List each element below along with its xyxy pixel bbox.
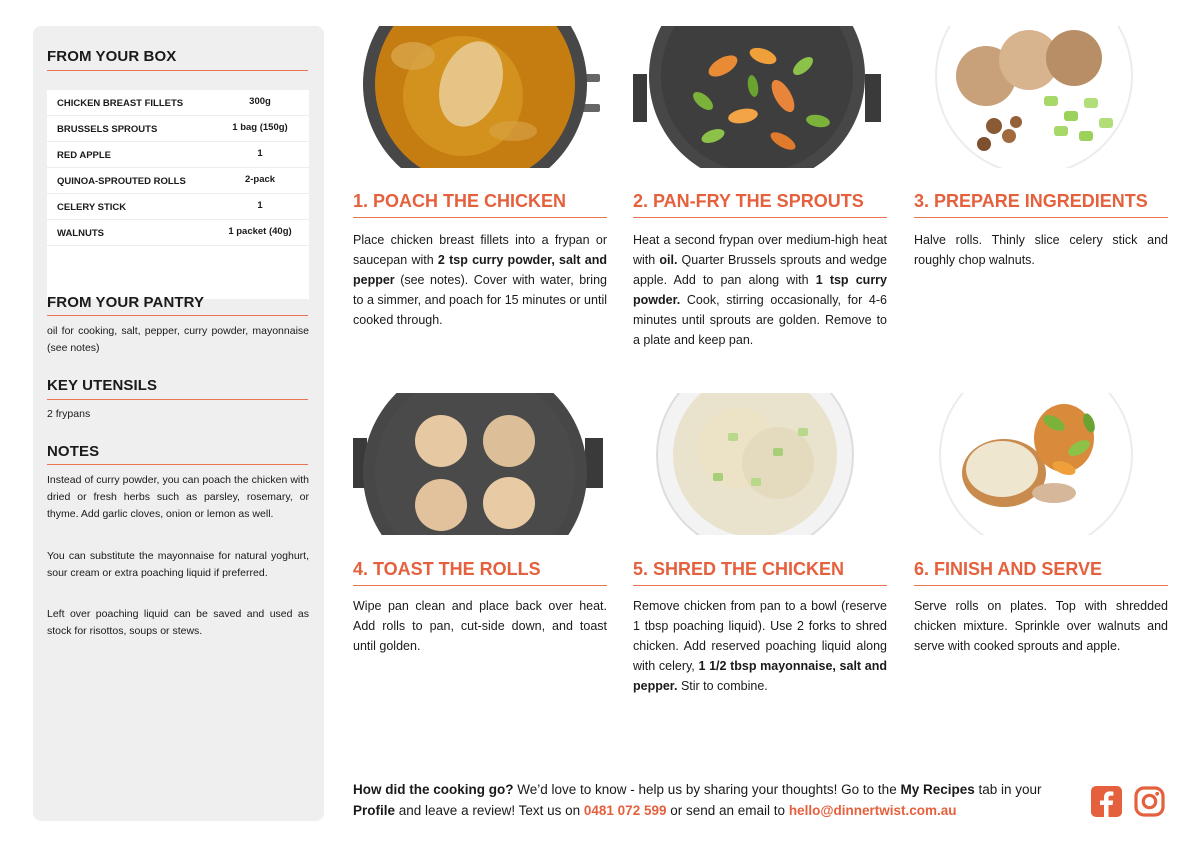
ingredient-name: WALNUTS [57, 228, 104, 239]
step-6-text: Serve rolls on plates. Top with shredded chicken mixture. Sprinkle over walnuts and serve with cooked sprouts and apple. [914, 599, 1168, 653]
step-4-text: Wipe pan clean and place back over heat. Add rolls to pan, cut-side down, and toast until golden. [353, 599, 607, 653]
divider [47, 315, 308, 316]
divider [914, 217, 1168, 218]
step-2-title: 2. PAN-FRY THE SPROUTS [633, 191, 864, 211]
notes-title: NOTES [47, 443, 100, 460]
from-your-pantry-title: FROM YOUR PANTRY [47, 294, 205, 311]
table-row [47, 194, 309, 220]
table-row [47, 168, 309, 194]
step-3-title: 3. PREPARE INGREDIENTS [914, 191, 1148, 211]
box-ingredients-table [47, 90, 309, 299]
ingredient-name: RED APPLE [57, 150, 112, 161]
ingredient-qty: 300g [249, 96, 271, 107]
step-5-text: Remove chicken from pan to a bowl (reserve 1 tbsp poaching liquid). Use 2 forks to shred chicken. Add reserved poaching liquid along with celery, 1 1/2 tbsp mayonnaise, salt and pepper. Stir to combine. [633, 599, 887, 693]
pantry-text: oil for cooking, salt, pepper, curry powder, mayonnaise (see notes) [47, 325, 309, 354]
feedback-question: How did the cooking go? [353, 782, 514, 797]
ingredient-qty: 2-pack [244, 174, 276, 185]
step-6-photo [914, 393, 1168, 535]
note-3: Left over poaching liquid can be saved and used as stock for risottos, soups or stews. [47, 608, 309, 637]
my-recipes-label: My Recipes [900, 782, 975, 797]
divider [914, 585, 1168, 586]
footer-text: tab in your [974, 782, 1042, 797]
step-4-title: 4. TOAST THE ROLLS [353, 559, 541, 579]
ingredient-qty: 1 bag (150g) [232, 122, 288, 133]
divider [353, 585, 607, 586]
footer-text: We’d love to know - help us by sharing your thoughts! Go to the [513, 782, 901, 797]
ingredient-qty: 1 packet (40g) [228, 226, 292, 237]
utensils-text: 2 frypans [47, 408, 91, 420]
step-5-photo [633, 393, 887, 535]
footer-text: or send an email to [666, 803, 789, 818]
note-1: Instead of curry powder, you can poach the chicken with dried or fresh herbs such as parsley, rosemary, or thyme. Add garlic cloves, onion or lemon as well. [47, 474, 309, 520]
divider [633, 217, 887, 218]
step-1-title: 1. POACH THE CHICKEN [353, 191, 567, 211]
sidebar [33, 26, 324, 821]
step-4 [353, 393, 607, 713]
ingredient-qty: 1 [257, 148, 263, 159]
step-6-title: 6. FINISH AND SERVE [914, 559, 1103, 579]
instagram-icon[interactable] [1134, 786, 1165, 817]
step-6 [914, 393, 1168, 713]
table-row [47, 116, 309, 142]
step-1-text: Place chicken breast fillets into a frypan or saucepan with 2 tsp curry powder, salt and pepper (see notes). Cover with water, bring to a simmer, and poach for 15 minutes or until cooked through. [353, 233, 608, 327]
ingredient-qty: 1 [257, 200, 263, 211]
step-2-text: Heat a second frypan over medium-high heat with oil. Quarter Brussels sprouts and wedge apple. Add to pan along with 1 tsp curry powder. Cook, stirring occasionally, for 4-6 minutes until sprouts are golden. Remove to a plate and keep pan. [633, 233, 888, 347]
ingredient-name: CHICKEN BREAST FILLETS [57, 98, 184, 109]
step-4-photo [353, 393, 607, 535]
ingredient-name: CELERY STICK [57, 202, 127, 213]
step-3 [914, 26, 1168, 356]
step-1-photo [353, 26, 607, 168]
divider [47, 464, 308, 465]
step-2-photo [633, 26, 887, 168]
profile-label: Profile [353, 803, 396, 818]
table-row [47, 220, 309, 246]
divider [353, 217, 607, 218]
note-2: You can substitute the mayonnaise for natural yoghurt, sour cream or extra poaching liquid if preferred. [47, 550, 309, 579]
facebook-icon[interactable] [1091, 786, 1122, 817]
phone-number-link[interactable]: 0481 072 599 [583, 803, 667, 818]
table-row [47, 90, 309, 116]
from-your-box-title: FROM YOUR BOX [47, 48, 177, 65]
divider [47, 399, 308, 400]
footer-text: and leave a review! Text us on [395, 803, 584, 818]
step-2 [633, 26, 887, 356]
ingredient-name: QUINOA-SPROUTED ROLLS [57, 176, 186, 187]
step-3-text: Halve rolls. Thinly slice celery stick and roughly chop walnuts. [914, 233, 1168, 267]
table-row [47, 142, 309, 168]
key-utensils-title: KEY UTENSILS [47, 377, 158, 394]
step-5-title: 5. SHRED THE CHICKEN [633, 559, 845, 579]
step-3-photo [914, 26, 1168, 168]
feedback-footer [353, 779, 1073, 821]
step-5 [633, 393, 887, 713]
step-1 [353, 26, 607, 356]
ingredient-name: BRUSSELS SPROUTS [57, 124, 158, 135]
divider [633, 585, 887, 586]
divider [47, 70, 308, 71]
email-link[interactable]: hello@dinnertwist.com.au [788, 803, 957, 818]
